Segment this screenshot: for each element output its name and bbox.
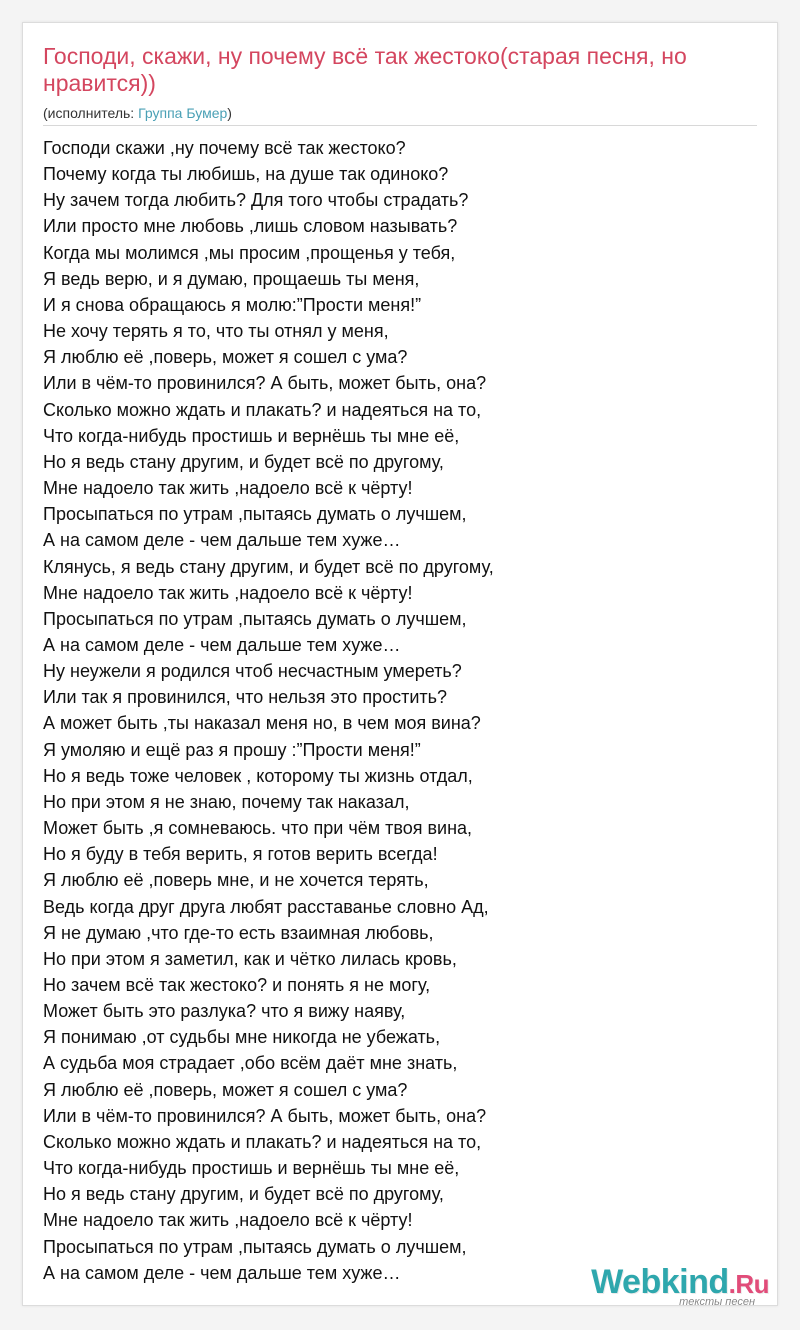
lyric-line: Или в чём-то провинился? А быть, может быть, она?: [43, 373, 487, 394]
lyric-line: Я не думаю ,что где-то есть взаимная любовь,: [43, 922, 434, 943]
logo-domain-text: .Ru: [728, 1269, 769, 1299]
lyric-line: Может быть это разлука? что я вижу наяву,: [43, 1001, 406, 1022]
lyrics-text: [43, 135, 763, 1286]
lyric-line: Сколько можно ждать и плакать? и надеяться на то,: [43, 1131, 482, 1152]
lyric-line: Господи скажи ,ну почему всё так жестоко?: [43, 138, 406, 158]
title-divider: [43, 125, 757, 126]
lyric-line: Не хочу терять я то, что ты отнял у меня,: [43, 321, 389, 342]
lyric-line: Я понимаю ,от судьбы мне никогда не убежать,: [43, 1027, 441, 1048]
lyric-line: Сколько можно ждать и плакать? и надеяться на то,: [43, 399, 482, 420]
song-title: Господи, скажи, ну почему всё так жестоко(старая песня, но нравится)): [43, 43, 687, 96]
lyric-line: Просыпаться по утрам ,пытаясь думать о лучшем,: [43, 1236, 467, 1257]
lyric-line: Просыпаться по утрам ,пытаясь думать о лучшем,: [43, 504, 467, 525]
lyrics-card: [22, 22, 778, 1306]
lyric-line: А на самом деле - чем дальше тем хуже…: [43, 530, 401, 551]
performer-link[interactable]: Группа Бумер: [138, 105, 228, 121]
lyric-line: Когда мы молимся ,мы просим ,прощенья у тебя,: [43, 242, 456, 263]
lyric-line: Я люблю её ,поверь мне, и не хочется терять,: [43, 870, 429, 891]
lyric-line: Ну зачем тогда любить? Для того чтобы страдать?: [43, 190, 469, 211]
lyric-line: Клянусь, я ведь стану другим, и будет всё по другому,: [43, 556, 494, 577]
site-logo[interactable]: [583, 1263, 773, 1307]
performer-suffix: ): [227, 105, 232, 121]
lyric-line: Мне надоело так жить ,надоело всё к чёрту!: [43, 582, 413, 603]
lyric-line: Но я ведь стану другим, и будет всё по другому,: [43, 451, 444, 472]
lyric-line: Я умоляю и ещё раз я прошу :”Прости меня!”: [43, 739, 421, 760]
lyric-line: Но при этом я не знаю, почему так наказал,: [43, 791, 410, 812]
lyric-line: Но я ведь тоже человек , которому ты жизнь отдал,: [43, 765, 473, 786]
lyric-line: Ну неужели я родился чтоб несчастным умереть?: [43, 661, 462, 682]
lyric-line: Но я буду в тебя верить, я готов верить всегда!: [43, 844, 438, 865]
lyric-line: Мне надоело так жить ,надоело всё к чёрту!: [43, 478, 413, 499]
lyric-line: Но при этом я заметил, как и чётко лилась кровь,: [43, 948, 457, 969]
lyric-line: А на самом деле - чем дальше тем хуже…: [43, 634, 401, 655]
lyric-line: А может быть ,ты наказал меня но, в чем моя вина?: [43, 713, 481, 734]
lyric-line: Что когда-нибудь простишь и вернёшь ты мне её,: [43, 425, 460, 446]
lyric-line: А судьба моя страдает ,обо всём даёт мне знать,: [43, 1053, 458, 1074]
lyric-line: Я люблю её ,поверь, может я сошел с ума?: [43, 347, 408, 368]
lyric-line: Но я ведь стану другим, и будет всё по другому,: [43, 1184, 444, 1205]
logo-tagline: тексты песен: [679, 1296, 755, 1308]
lyric-line: Я ведь верю, и я думаю, прощаешь ты меня,: [43, 268, 420, 289]
lyric-line: Ведь когда друг друга любят расставанье словно Ад,: [43, 896, 489, 917]
performer-line: [43, 105, 232, 121]
lyric-line: Почему когда ты любишь, на душе так одиноко?: [43, 164, 449, 185]
lyric-line: Мне надоело так жить ,надоело всё к чёрту!: [43, 1210, 413, 1231]
lyric-line: Или просто мне любовь ,лишь словом называть?: [43, 216, 458, 237]
lyric-line: Может быть ,я сомневаюсь. что при чём твоя вина,: [43, 818, 473, 839]
lyric-line: Я люблю её ,поверь, может я сошел с ума?: [43, 1079, 408, 1100]
lyric-line: Что когда-нибудь простишь и вернёшь ты мне её,: [43, 1158, 460, 1179]
lyric-line: И я снова обращаюсь я молю:”Прости меня!”: [43, 294, 422, 315]
lyric-line: Или так я провинился, что нельзя это простить?: [43, 687, 448, 708]
logo-main-text: Webkind: [591, 1263, 729, 1301]
lyric-line: Просыпаться по утрам ,пытаясь думать о лучшем,: [43, 608, 467, 629]
lyric-line: Или в чём-то провинился? А быть, может быть, она?: [43, 1105, 487, 1126]
lyric-line: А на самом деле - чем дальше тем хуже…: [43, 1262, 401, 1283]
lyric-line: Но зачем всё так жестоко? и понять я не могу,: [43, 975, 431, 995]
performer-prefix: (исполнитель:: [43, 105, 139, 121]
